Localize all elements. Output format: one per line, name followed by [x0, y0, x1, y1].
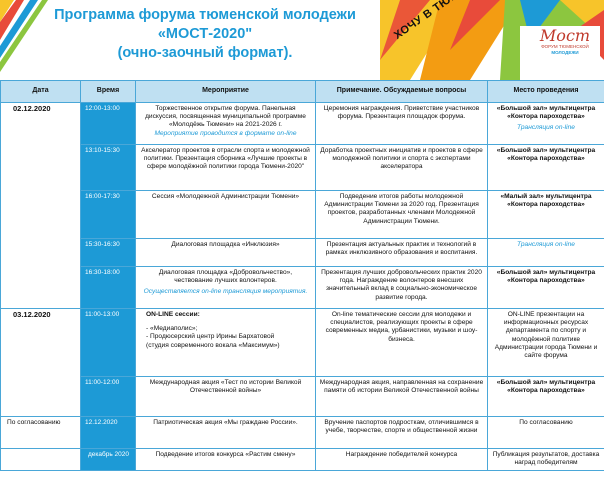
- event-cell: Патриотическая акция «Мы граждане России».: [136, 417, 316, 449]
- note-cell: Награждение победителей конкурса: [316, 449, 488, 471]
- place-name: «Большой зал» мультицентра «Контора пароходства»: [496, 147, 596, 163]
- event-text: Диалоговая площадка «Добровольчество», чествование лучших волонтеров.: [158, 269, 293, 285]
- place-name: «Большой зал» мультицентра «Контора пароходства»: [496, 379, 596, 395]
- note-cell: Доработка проектных инициатив и проектов в сфере молодежной политики и спорта с экспертами акселератора: [316, 145, 488, 191]
- forum-logo: [534, 28, 596, 76]
- event-cell: Международная акция «Тест по истории Великой Отечественной войны»: [136, 377, 316, 417]
- time-cell: 12.12.2020: [81, 417, 136, 449]
- logo-sub2-text: МОЛОДЕЖИ: [551, 50, 579, 55]
- table-row: [1, 267, 604, 309]
- logo-main-text: Мост: [539, 26, 591, 45]
- online-session-item: - Продюсерский центр Ирины Бархатовой: [146, 333, 275, 341]
- date-cell: [1, 449, 81, 471]
- place-note: Трансляция on-line: [517, 124, 575, 132]
- place-cell: [488, 239, 604, 267]
- column-header-time: Время: [81, 81, 136, 103]
- place-name: «Малый зал» мультицентра «Контора пароходства»: [500, 193, 592, 209]
- note-cell: Вручение паспортов подросткам, отличившимся в учебе, творчестве, спорте и общественной жизни: [316, 417, 488, 449]
- header: [0, 0, 604, 80]
- title-line-1: Программа форума тюменской молодежи: [54, 7, 356, 23]
- column-header-date: Дата: [1, 81, 81, 103]
- event-text: Торжественное открытие форума. Панельная дискуссия, посвященная муниципальной программе «Молодёжь Тюмени» на 2021-2026 г.: [145, 105, 306, 129]
- online-session-item: - «Медиаполис»;: [146, 325, 198, 333]
- time-cell: декабрь 2020: [81, 449, 136, 471]
- table-row: [1, 103, 604, 145]
- event-cell: Сессия «Молодежной Администрации Тюмени»: [136, 191, 316, 239]
- note-cell: Презентация лучших добровольческих практик 2020 года. Награждение волонтеров внесших значительный вклад в социально-экономическое развитие города.: [316, 267, 488, 309]
- column-header-event: Мероприятие: [136, 81, 316, 103]
- event-cell: [136, 309, 316, 377]
- event-note: Осуществляется on-line трансляция мероприятия.: [143, 288, 308, 296]
- time-cell: 11:00-13:00: [81, 309, 136, 377]
- event-note: Мероприятие проводится в формате on-line: [154, 129, 297, 137]
- event-cell: Диалоговая площадка «Инклюзия»: [136, 239, 316, 267]
- note-cell: Подведение итогов работы молодежной Администрации Тюмени за 2020 год. Презентация проектов, разработанных членами Молодежной Администрации Тюмени.: [316, 191, 488, 239]
- place-cell: [488, 377, 604, 417]
- place-name: «Большой зал» мультицентра «Контора пароходства»: [496, 269, 596, 285]
- table-row: [1, 145, 604, 191]
- column-header-note: Примечание. Обсуждаемые вопросы: [316, 81, 488, 103]
- title-line-3: (очно-заочный формат).: [117, 45, 293, 61]
- date-cell: 03.12.2020: [1, 309, 81, 417]
- event-cell: Акселератор проектов в отрасли спорта и молодежной политики. Презентация сборника «Лучшие проекты в сфере молодёжной политики города Тюмени-2020": [136, 145, 316, 191]
- place-cell: [488, 267, 604, 309]
- table-row: [1, 191, 604, 239]
- table-row: [1, 377, 604, 417]
- place-cell: Публикация результатов, доставка наград победителям: [488, 449, 604, 471]
- note-cell: On-line тематические сессии для молодежи и специалистов, реализующих проекты в сфере современных медиа, урбанистики, музыки и шоу-бизнеса.: [316, 309, 488, 377]
- page-title: [40, 6, 370, 63]
- slogan: ХОЧУ В: [392, 6, 436, 42]
- table-row: [1, 417, 604, 449]
- event-cell: [136, 267, 316, 309]
- online-session-extra: (студия современного вокала «Максимум»): [146, 341, 280, 349]
- place-cell: [488, 145, 604, 191]
- date-cell: По согласованию: [1, 417, 81, 449]
- time-cell: 12:00-13:00: [81, 103, 136, 145]
- column-header-place: Место проведения: [488, 81, 604, 103]
- online-sessions-title: ON-LINE сессии:: [146, 311, 200, 318]
- table-row: [1, 309, 604, 377]
- time-cell: 13:10-15:30: [81, 145, 136, 191]
- logo-sub-text: ФОРУМ ТЮМЕНСКОЙ: [541, 44, 589, 49]
- event-cell: [136, 103, 316, 145]
- table-header-row: [1, 81, 604, 103]
- place-cell: [488, 103, 604, 145]
- event-cell: Подведение итогов конкурса «Растим смену»: [136, 449, 316, 471]
- table-row: [1, 449, 604, 471]
- note-cell: Церемония награждения. Приветствие участников форума. Презентация площадок форума.: [316, 103, 488, 145]
- time-cell: 11:00-12:00: [81, 377, 136, 417]
- note-cell: Международная акция, направленная на сохранение памяти об истории Великой Отечественной войны: [316, 377, 488, 417]
- note-cell: Презентация актуальных практик и технологий в рамках инклюзивного образования и воспитания.: [316, 239, 488, 267]
- date-cell: 02.12.2020: [1, 103, 81, 309]
- place-cell: По согласованию: [488, 417, 604, 449]
- time-cell: 15:30-16:30: [81, 239, 136, 267]
- time-cell: 16:30-18:00: [81, 267, 136, 309]
- time-cell: 16:00-17:30: [81, 191, 136, 239]
- program-table: [0, 80, 604, 471]
- table-row: [1, 239, 604, 267]
- place-cell: [488, 191, 604, 239]
- place-cell: ON-LINE презентации на информационных ресурсах департамента по спорту и молодёжной политике Администрации города Тюмени и сайте форума: [488, 309, 604, 377]
- title-line-2: «МОСТ-2020": [157, 26, 253, 42]
- place-note: Трансляция on-line: [517, 241, 575, 248]
- place-name: «Большой зал» мультицентра «Контора пароходства»: [496, 105, 596, 121]
